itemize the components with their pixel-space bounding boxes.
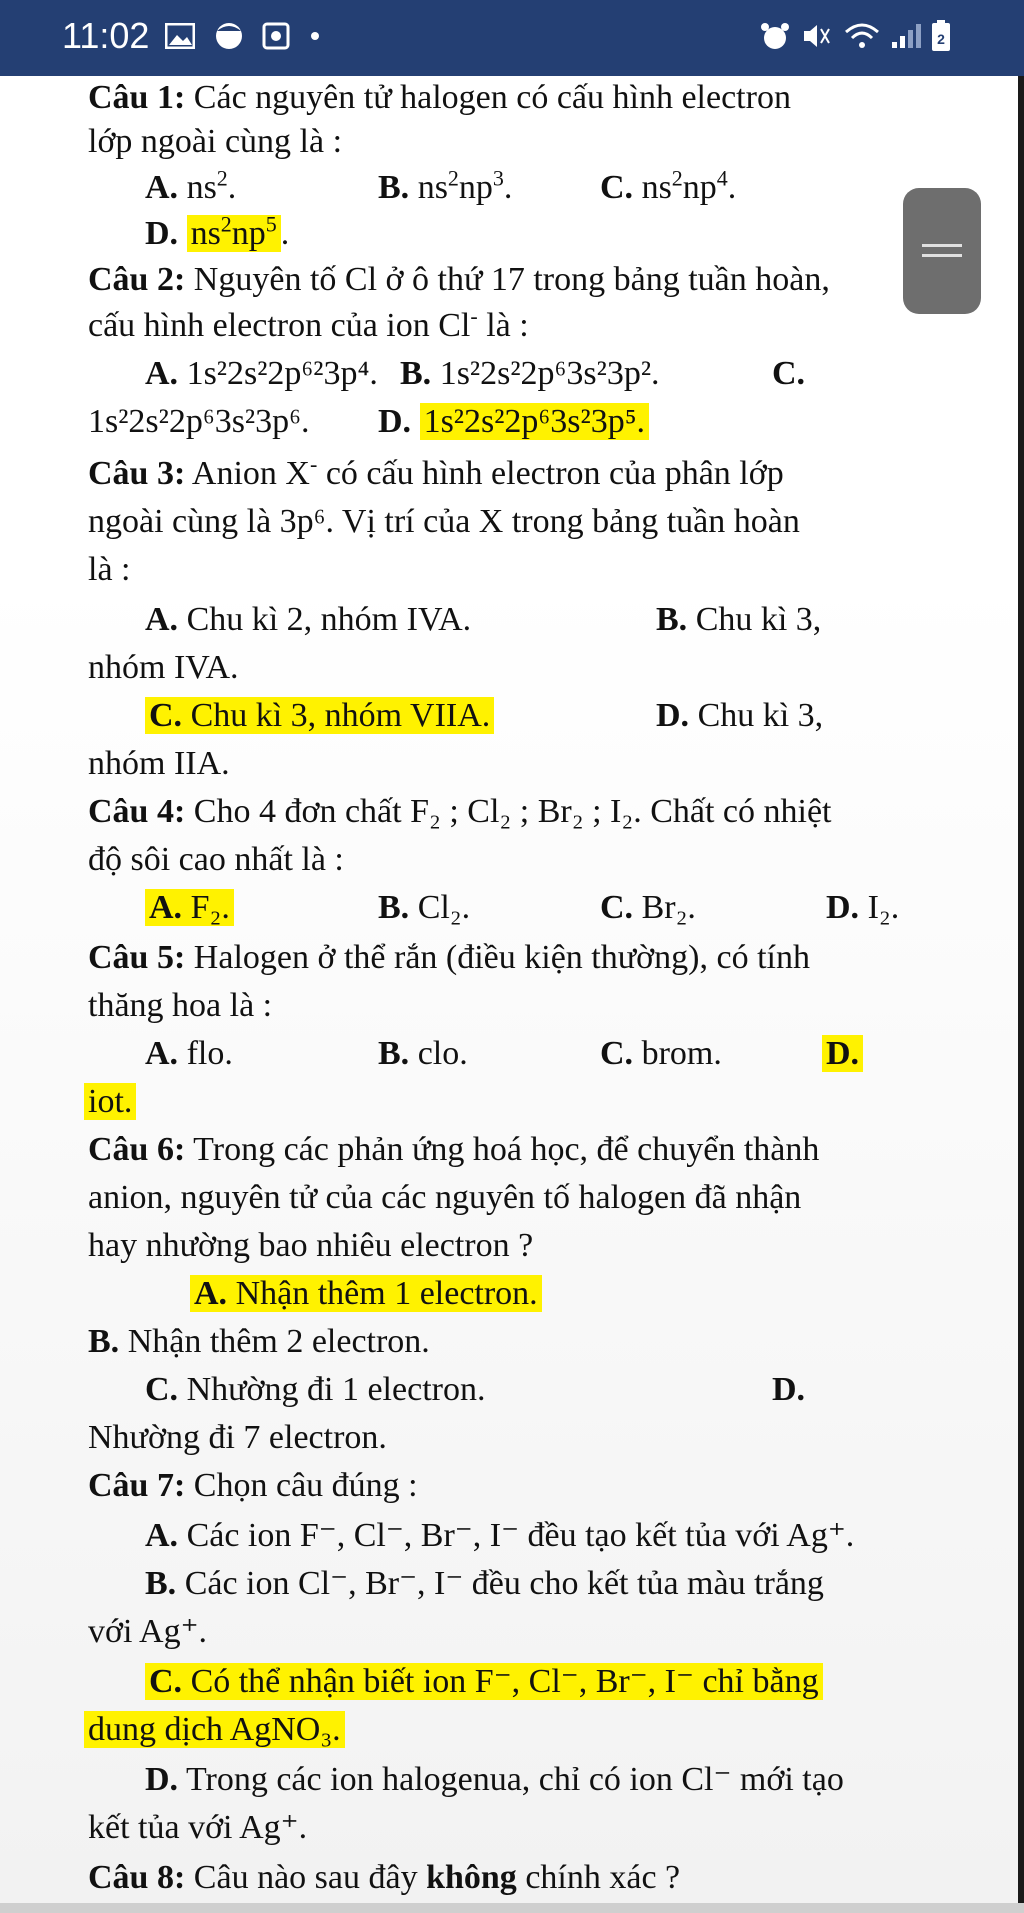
q7-option-b: B. Các ion Cl⁻, Br⁻, I⁻ đều cho kết tủa màu trắng [145, 1565, 824, 1602]
q3-option-d-cont: nhóm IIA. [88, 745, 230, 782]
q6-option-d-cont: Nhường đi 7 electron. [88, 1419, 387, 1456]
grip-line-icon [922, 254, 962, 257]
circle-icon [214, 20, 244, 52]
q4-option-c: C. Br₂. [600, 889, 696, 926]
q1-option-d: D. $ns^2np^5$ . [145, 211, 290, 252]
question-2-line-2: cấu hình electron của ion Cl- là : [88, 303, 529, 344]
question-7-line-1: Câu 7: Chọn câu đúng : [88, 1467, 418, 1504]
q4-option-b: B. Cl₂. [378, 889, 471, 926]
q2-option-b: B. 1s²2s²2p⁶3s²3p². [400, 355, 660, 392]
document-page[interactable] [0, 76, 1018, 1903]
q4-option-a [145, 888, 234, 928]
q1-answer-highlight: $ns^2np^5$ [187, 215, 281, 252]
q2-answer-highlight: 1s²2s²2p⁶3s²3p⁵. [420, 403, 649, 440]
question-3-line-2: ngoài cùng là 3p⁶. Vị trí của X trong bảng tuần hoàn [88, 503, 800, 540]
q2-option-c-label: C. [772, 355, 806, 392]
q5-option-a: A. flo. [145, 1035, 233, 1072]
question-6-line-2: anion, nguyên tử của các nguyên tố halogen đã nhận [88, 1179, 802, 1216]
q7-option-c [145, 1662, 823, 1702]
q6-option-c: C. Nhường đi 1 electron. [145, 1371, 486, 1408]
q3-option-b: B. Chu kì 3, [656, 601, 822, 638]
q4-answer-highlight: A. F₂. [145, 889, 234, 926]
grip-line-icon [922, 244, 962, 247]
image-icon [165, 20, 195, 52]
question-6-line-1: Câu 6: Trong các phản ứng hoá học, để chuyển thành [88, 1131, 820, 1168]
question-1-label: Câu 1: [88, 79, 186, 116]
q7-option-b-cont: với Ag⁺. [88, 1613, 208, 1650]
q7-option-c-cont [84, 1710, 345, 1750]
question-1-line-1: Câu 1: Các nguyên tử halogen có cấu hình electron [88, 79, 791, 116]
q3-option-c [145, 696, 494, 736]
q3-option-b-cont: nhóm IVA. [88, 649, 239, 686]
alarm-icon [760, 20, 790, 52]
screen-record-icon [262, 20, 290, 52]
mute-icon [800, 20, 832, 52]
q1-option-c: C. $ns^2np^4$. [600, 165, 737, 206]
bottom-edge [0, 1903, 1024, 1913]
dot-icon [310, 20, 320, 52]
question-4-line-2: độ sôi cao nhất là : [88, 841, 344, 878]
question-3-line-1: Câu 3: Anion X- có cấu hình electron của phân lớp [88, 451, 784, 492]
question-2-line-1: Câu 2: Nguyên tố Cl ở ô thứ 17 trong bảng tuần hoàn, [88, 261, 830, 298]
q6-option-b: B. Nhận thêm 2 electron. [88, 1323, 430, 1360]
q4-option-d: D. I₂. [826, 889, 900, 926]
question-6-line-3: hay nhường bao nhiêu electron ? [88, 1227, 534, 1264]
q6-option-a [190, 1274, 542, 1314]
q3-option-d: D. Chu kì 3, [656, 697, 824, 734]
q5-option-b: B. clo. [378, 1035, 468, 1072]
battery-icon [930, 20, 952, 52]
q5-option-d-cont [84, 1082, 136, 1122]
question-8-line-1: Câu 8: Câu nào sau đây không chính xác ? [88, 1859, 681, 1896]
q6-answer-highlight: A. Nhận thêm 1 electron. [190, 1275, 542, 1312]
question-4-line-1: Câu 4: Cho 4 đơn chất F₂ ; Cl₂ ; Br₂ ; I₂. Chất có nhiệt [88, 793, 832, 830]
q2-option-d: D. 1s²2s²2p⁶3s²3p⁵. [378, 402, 649, 442]
wifi-icon [844, 20, 880, 52]
q7-answer-highlight-cont: dung dịch AgNO₃. [84, 1711, 345, 1748]
q1-option-a: A. $ns^2$. [145, 165, 237, 206]
q7-answer-highlight: C. Có thể nhận biết ion F⁻, Cl⁻, Br⁻, I⁻ chỉ bằng [145, 1663, 823, 1700]
q2-option-c: 1s²2s²2p⁶3s²3p⁶. [88, 403, 310, 440]
q2-option-a: A. 1s²2s²2p⁶²3p⁴. [145, 355, 378, 392]
q3-option-a: A. Chu kì 2, nhóm IVA. [145, 601, 472, 638]
q5-option-c: C. brom. [600, 1035, 722, 1072]
q7-option-d-cont: kết tủa với Ag⁺. [88, 1809, 308, 1846]
q7-option-d: D. Trong các ion halogenua, chỉ có ion Cl⁻ mới tạo [145, 1761, 844, 1798]
scroll-handle[interactable] [903, 188, 981, 314]
question-5-line-2: thăng hoa là : [88, 987, 273, 1024]
svg-text:2: 2 [937, 31, 945, 47]
question-3-line-3: là : [88, 551, 131, 588]
question-1-line-2: lớp ngoài cùng là : [88, 123, 343, 160]
q7-option-a: A. Các ion F⁻, Cl⁻, Br⁻, I⁻ đều tạo kết tủa với Ag⁺. [145, 1517, 855, 1554]
question-5-line-1: Câu 5: Halogen ở thể rắn (điều kiện thường), có tính [88, 939, 810, 976]
q3-answer-highlight: C. Chu kì 3, nhóm VIIA. [145, 697, 494, 734]
q1-option-b: B. $ns^2np^3$. [378, 165, 513, 206]
q5-answer-highlight-d: D. [822, 1035, 863, 1072]
status-time: 11:02 [62, 15, 150, 56]
q6-option-d: D. [772, 1371, 806, 1408]
signal-icon [890, 20, 924, 52]
q5-option-d [822, 1034, 863, 1074]
q5-answer-highlight-text: iot. [84, 1083, 136, 1120]
status-bar [0, 0, 1024, 76]
